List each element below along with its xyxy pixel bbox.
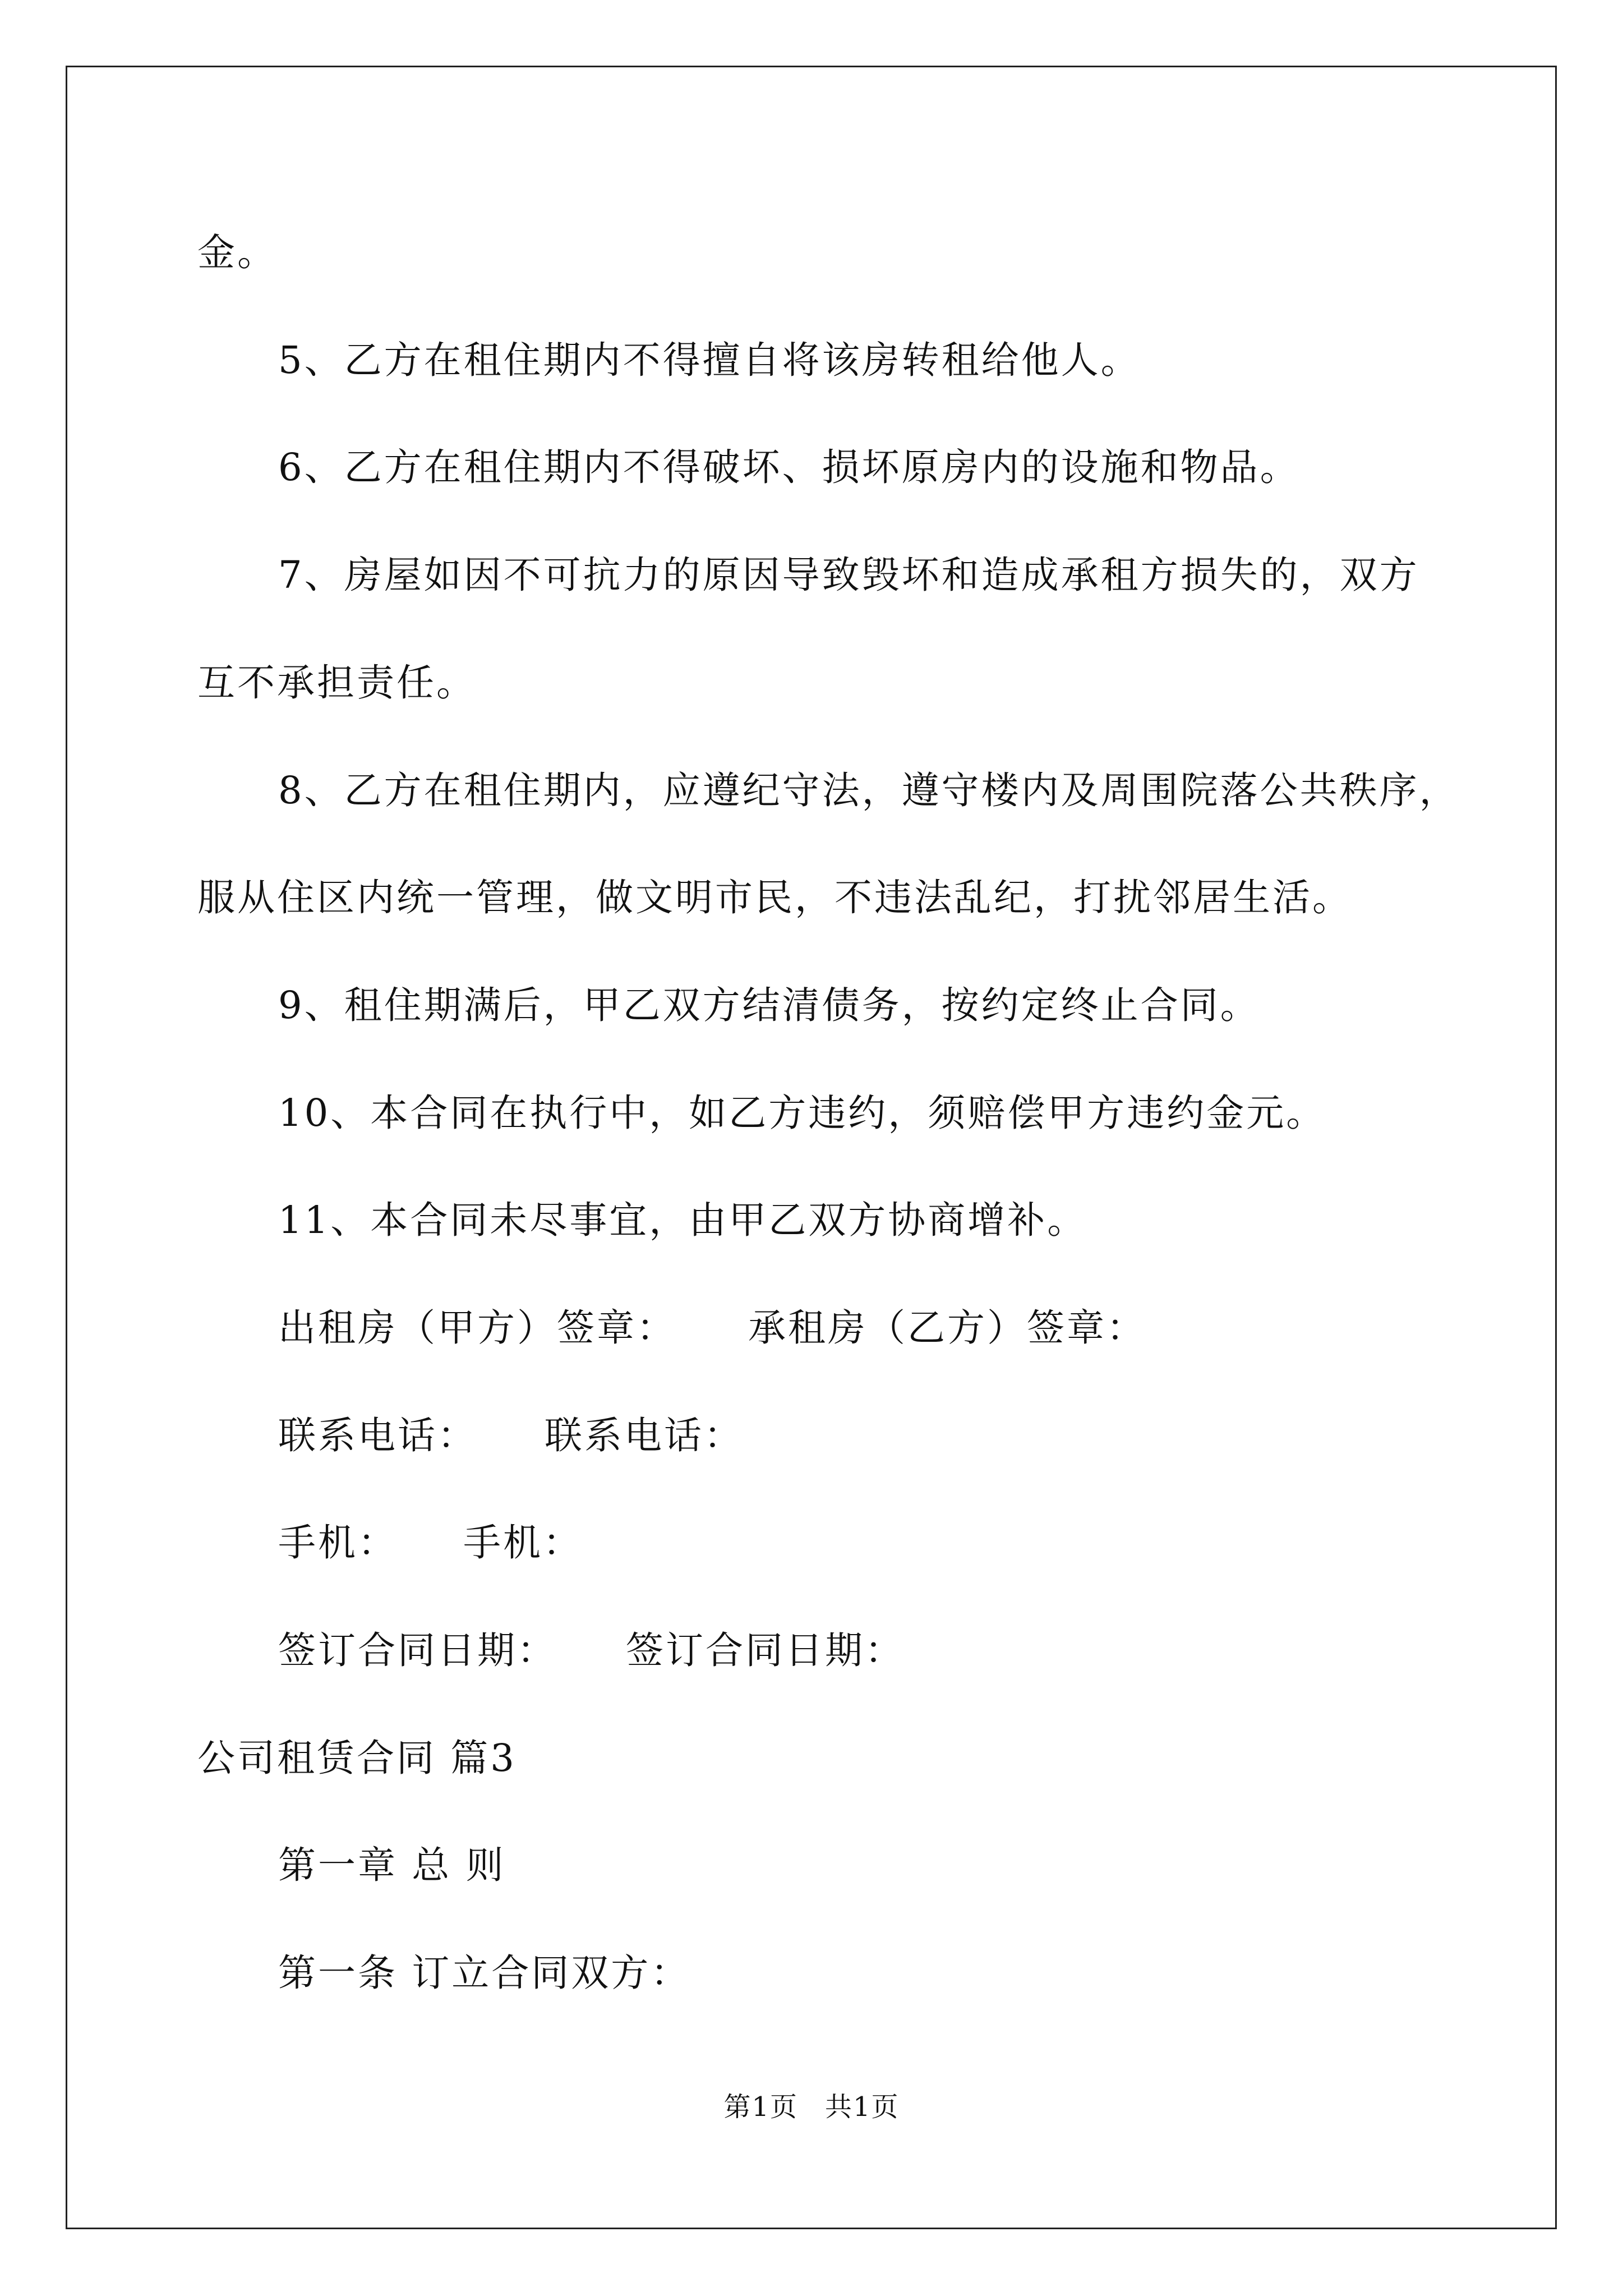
clause-8: 8、乙方在租住期内，应遵纪守法，遵守楼内及周围院落公共秩序，	[278, 769, 1459, 812]
page-footer	[0, 2090, 1623, 2124]
clause-7-continued: 互不承担责任。	[197, 661, 476, 705]
lessee-seal-label: 承租房（乙方）签章：	[748, 1306, 1146, 1350]
lessee-phone-label: 联系电话：	[545, 1414, 744, 1457]
clause-8-continued: 服从住区内统一管理，做文明市民，不违法乱纪，打扰邻居生活。	[197, 876, 1352, 919]
clause-5: 5、乙方在租住期内不得擅自将该房转租给他人。	[278, 338, 1141, 382]
article-heading: 第一条 订立合同双方：	[278, 1951, 691, 1995]
clause-10: 10、本合同在执行中，如乙方违约，须赔偿甲方违约金元。	[278, 1091, 1326, 1135]
clause-6: 6、乙方在租住期内不得破坏、损坏原房内的设施和物品。	[278, 445, 1300, 489]
lessor-phone-label: 联系电话：	[278, 1414, 477, 1457]
section-title: 公司租赁合同 篇3	[197, 1736, 517, 1780]
lessor-date-label: 签订合同日期：	[278, 1628, 557, 1672]
clause-9: 9、租住期满后，甲乙双方结清债务，按约定终止合同。	[278, 983, 1260, 1027]
lessor-mobile-label: 手机：	[278, 1521, 398, 1565]
signature-row-mobile	[278, 1520, 583, 1565]
clause-7: 7、房屋如因不可抗力的原因导致毁坏和造成承租方损失的，双方	[278, 553, 1419, 597]
signature-row-phone	[278, 1413, 744, 1458]
clause-11: 11、本合同未尽事宜，由甲乙双方协商增补。	[278, 1198, 1087, 1242]
signature-row-date	[278, 1628, 905, 1673]
page-border	[66, 66, 1557, 2229]
lessee-mobile-label: 手机：	[463, 1521, 583, 1565]
signature-row-seal	[278, 1305, 1146, 1350]
text-line: 金。	[197, 231, 277, 274]
lessee-date-label: 签订合同日期：	[626, 1628, 905, 1672]
lessor-seal-label: 出租房（甲方）签章：	[278, 1306, 676, 1350]
page-number: 第1页	[723, 2091, 798, 2123]
page-total: 共1页	[825, 2091, 900, 2123]
chapter-heading: 第一章 总 则	[278, 1843, 506, 1887]
